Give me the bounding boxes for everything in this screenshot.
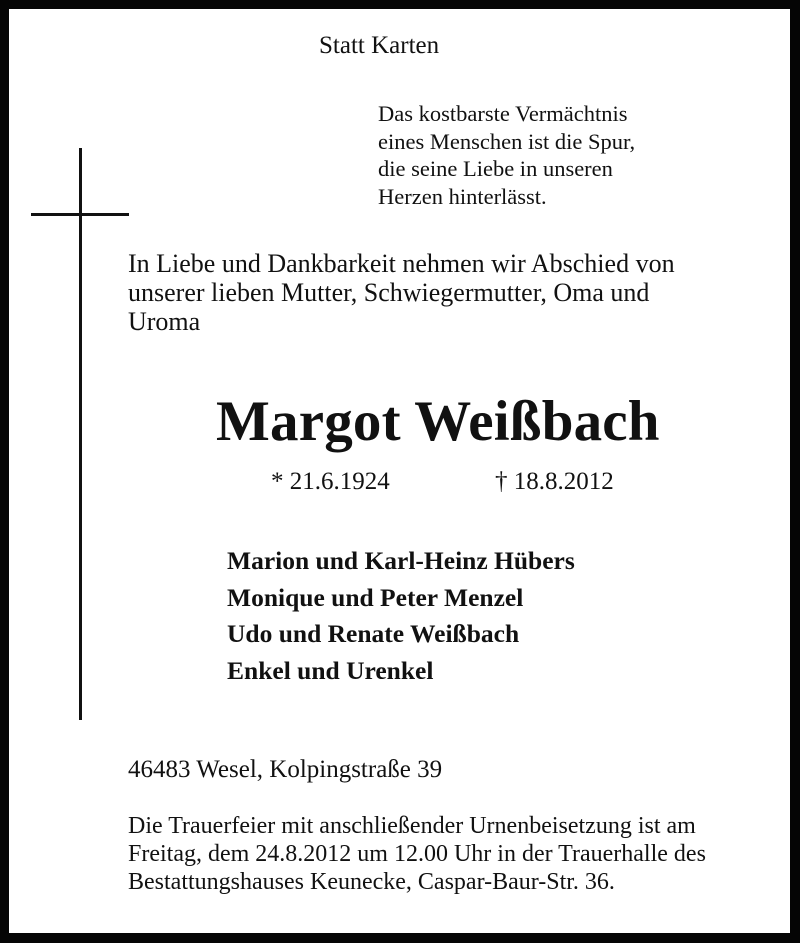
intro-paragraph (128, 249, 675, 336)
ceremony-line: Bestattungshauses Keunecke, Caspar-Baur-Str. 36. (128, 869, 615, 895)
mourner-entry: Enkel und Urenkel (227, 655, 434, 685)
death-date: † 18.8.2012 (495, 468, 614, 495)
ceremony-details (128, 812, 706, 896)
ceremony-line: Die Trauerfeier mit anschließender Urnenbeisetzung ist am (128, 813, 696, 839)
cross-vertical-bar (79, 148, 82, 720)
quote-line: die seine Liebe in unseren (378, 156, 613, 181)
deceased-name: Margot Weißbach (216, 390, 660, 453)
mourner-entry: Monique und Peter Menzel (227, 582, 524, 612)
intro-line: In Liebe und Dankbarkeit nehmen wir Abschied von (128, 249, 675, 278)
mourners-list (227, 543, 575, 689)
quote-line: Herzen hinterlässt. (378, 183, 547, 209)
birth-date: * 21.6.1924 (271, 468, 390, 495)
mourner-entry: Marion und Karl-Heinz Hübers (227, 546, 575, 575)
intro-line: unserer lieben Mutter, Schwiegermutter, Oma und (128, 278, 650, 307)
quote-line: eines Menschen ist die Spur, (378, 128, 636, 154)
ceremony-line: Freitag, dem 24.8.2012 um 12.00 Uhr in der Trauerhalle des (128, 841, 706, 867)
family-address: 46483 Wesel, Kolpingstraße 39 (128, 756, 443, 783)
intro-line: Uroma (128, 307, 201, 336)
cross-horizontal-bar (31, 213, 129, 216)
quote-line: Das kostbarste Vermächtnis (378, 101, 628, 126)
header-title: Statt Karten (319, 32, 440, 59)
mourner-entry: Udo und Renate Weißbach (227, 619, 520, 648)
memorial-quote (378, 100, 635, 210)
